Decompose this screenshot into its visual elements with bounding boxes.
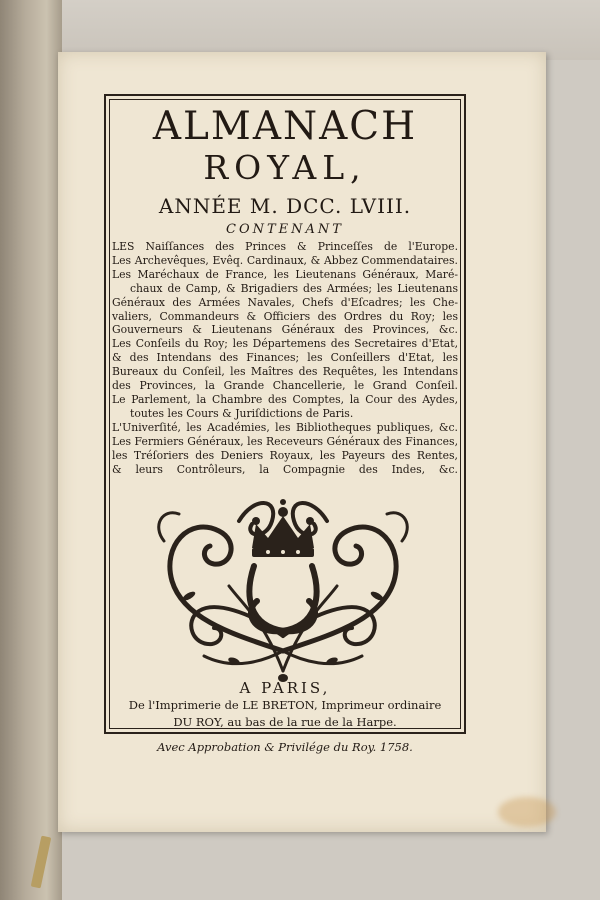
title-line-1: ALMANACH <box>152 104 418 149</box>
crowned-monogram-ornament-icon <box>144 486 422 686</box>
imprint-place: A PARIS, <box>239 679 331 697</box>
imprint-line-2: DU ROY, au bas de la rue de la Harpe. <box>173 715 397 729</box>
title-line-2: ROYAL, <box>203 148 367 187</box>
book-cover-edge <box>40 0 600 60</box>
contents-line: Les Archevêques, Evêq. Cardinaux, & Abbez Commendataires. <box>112 253 458 267</box>
contents-line: Les Fermiers Généraux, les Receveurs Généraux des Finances, <box>112 434 458 448</box>
title-frame <box>104 94 466 734</box>
contents-list <box>112 240 458 476</box>
contents-line: chaux de Camp, & Brigadiers des Armées; les Lieutenans <box>130 281 458 295</box>
contents-line: Les Conſeils du Roy; les Départemens des Secretaires d'Etat, <box>112 337 458 351</box>
approbation-line: Avec Approbation & Privilége du Roy. 1758. <box>157 740 413 754</box>
contents-line: & leurs Contrôleurs, la Compagnie des Indes, &c. <box>112 462 458 476</box>
contents-line: & des Intendans des Finances; les Conſeillers d'Etat, les <box>112 351 458 365</box>
contents-line: les Tréſoriers des Deniers Royaux, les Payeurs des Rentes, <box>112 448 458 462</box>
contents-line: Gouverneurs & Lieutenans Généraux des Provinces, &c. <box>112 323 458 337</box>
contents-line: Généraux des Armées Navales, Chefs d'Eſcadres; les Che- <box>112 295 458 309</box>
contents-line: Le Parlement, la Chambre des Comptes, la Cour des Aydes, <box>112 392 458 406</box>
contents-line: Bureaux du Conſeil, les Maîtres des Requêtes, les Intendans <box>112 365 458 379</box>
contents-line: LES Naiſſances des Princes & Princeſſes de l'Europe. <box>112 240 458 253</box>
contents-line: L'Univerſité, les Académies, les Bibliotheques publiques, &c. <box>112 420 458 434</box>
contents-line: Les Maréchaux de France, les Lieutenans Généraux, Maré- <box>112 267 458 281</box>
contents-heading: CONTENANT <box>226 222 344 237</box>
title-year: ANNÉE M. DCC. LVIII. <box>158 194 412 218</box>
contents-line: des Provinces, la Grande Chancellerie, le Grand Conſeil. <box>112 379 458 393</box>
imprint-line-1: De l'Imprimerie de LE BRETON, Imprimeur ordinaire <box>128 698 442 712</box>
contents-line: valiers, Commandeurs & Officiers des Ordres du Roy; les <box>112 309 458 323</box>
contents-line: toutes les Cours & Juriſdictions de Paris. <box>130 406 354 420</box>
paper-stain <box>498 797 556 827</box>
book-spine <box>0 0 62 900</box>
title-page <box>58 52 546 832</box>
